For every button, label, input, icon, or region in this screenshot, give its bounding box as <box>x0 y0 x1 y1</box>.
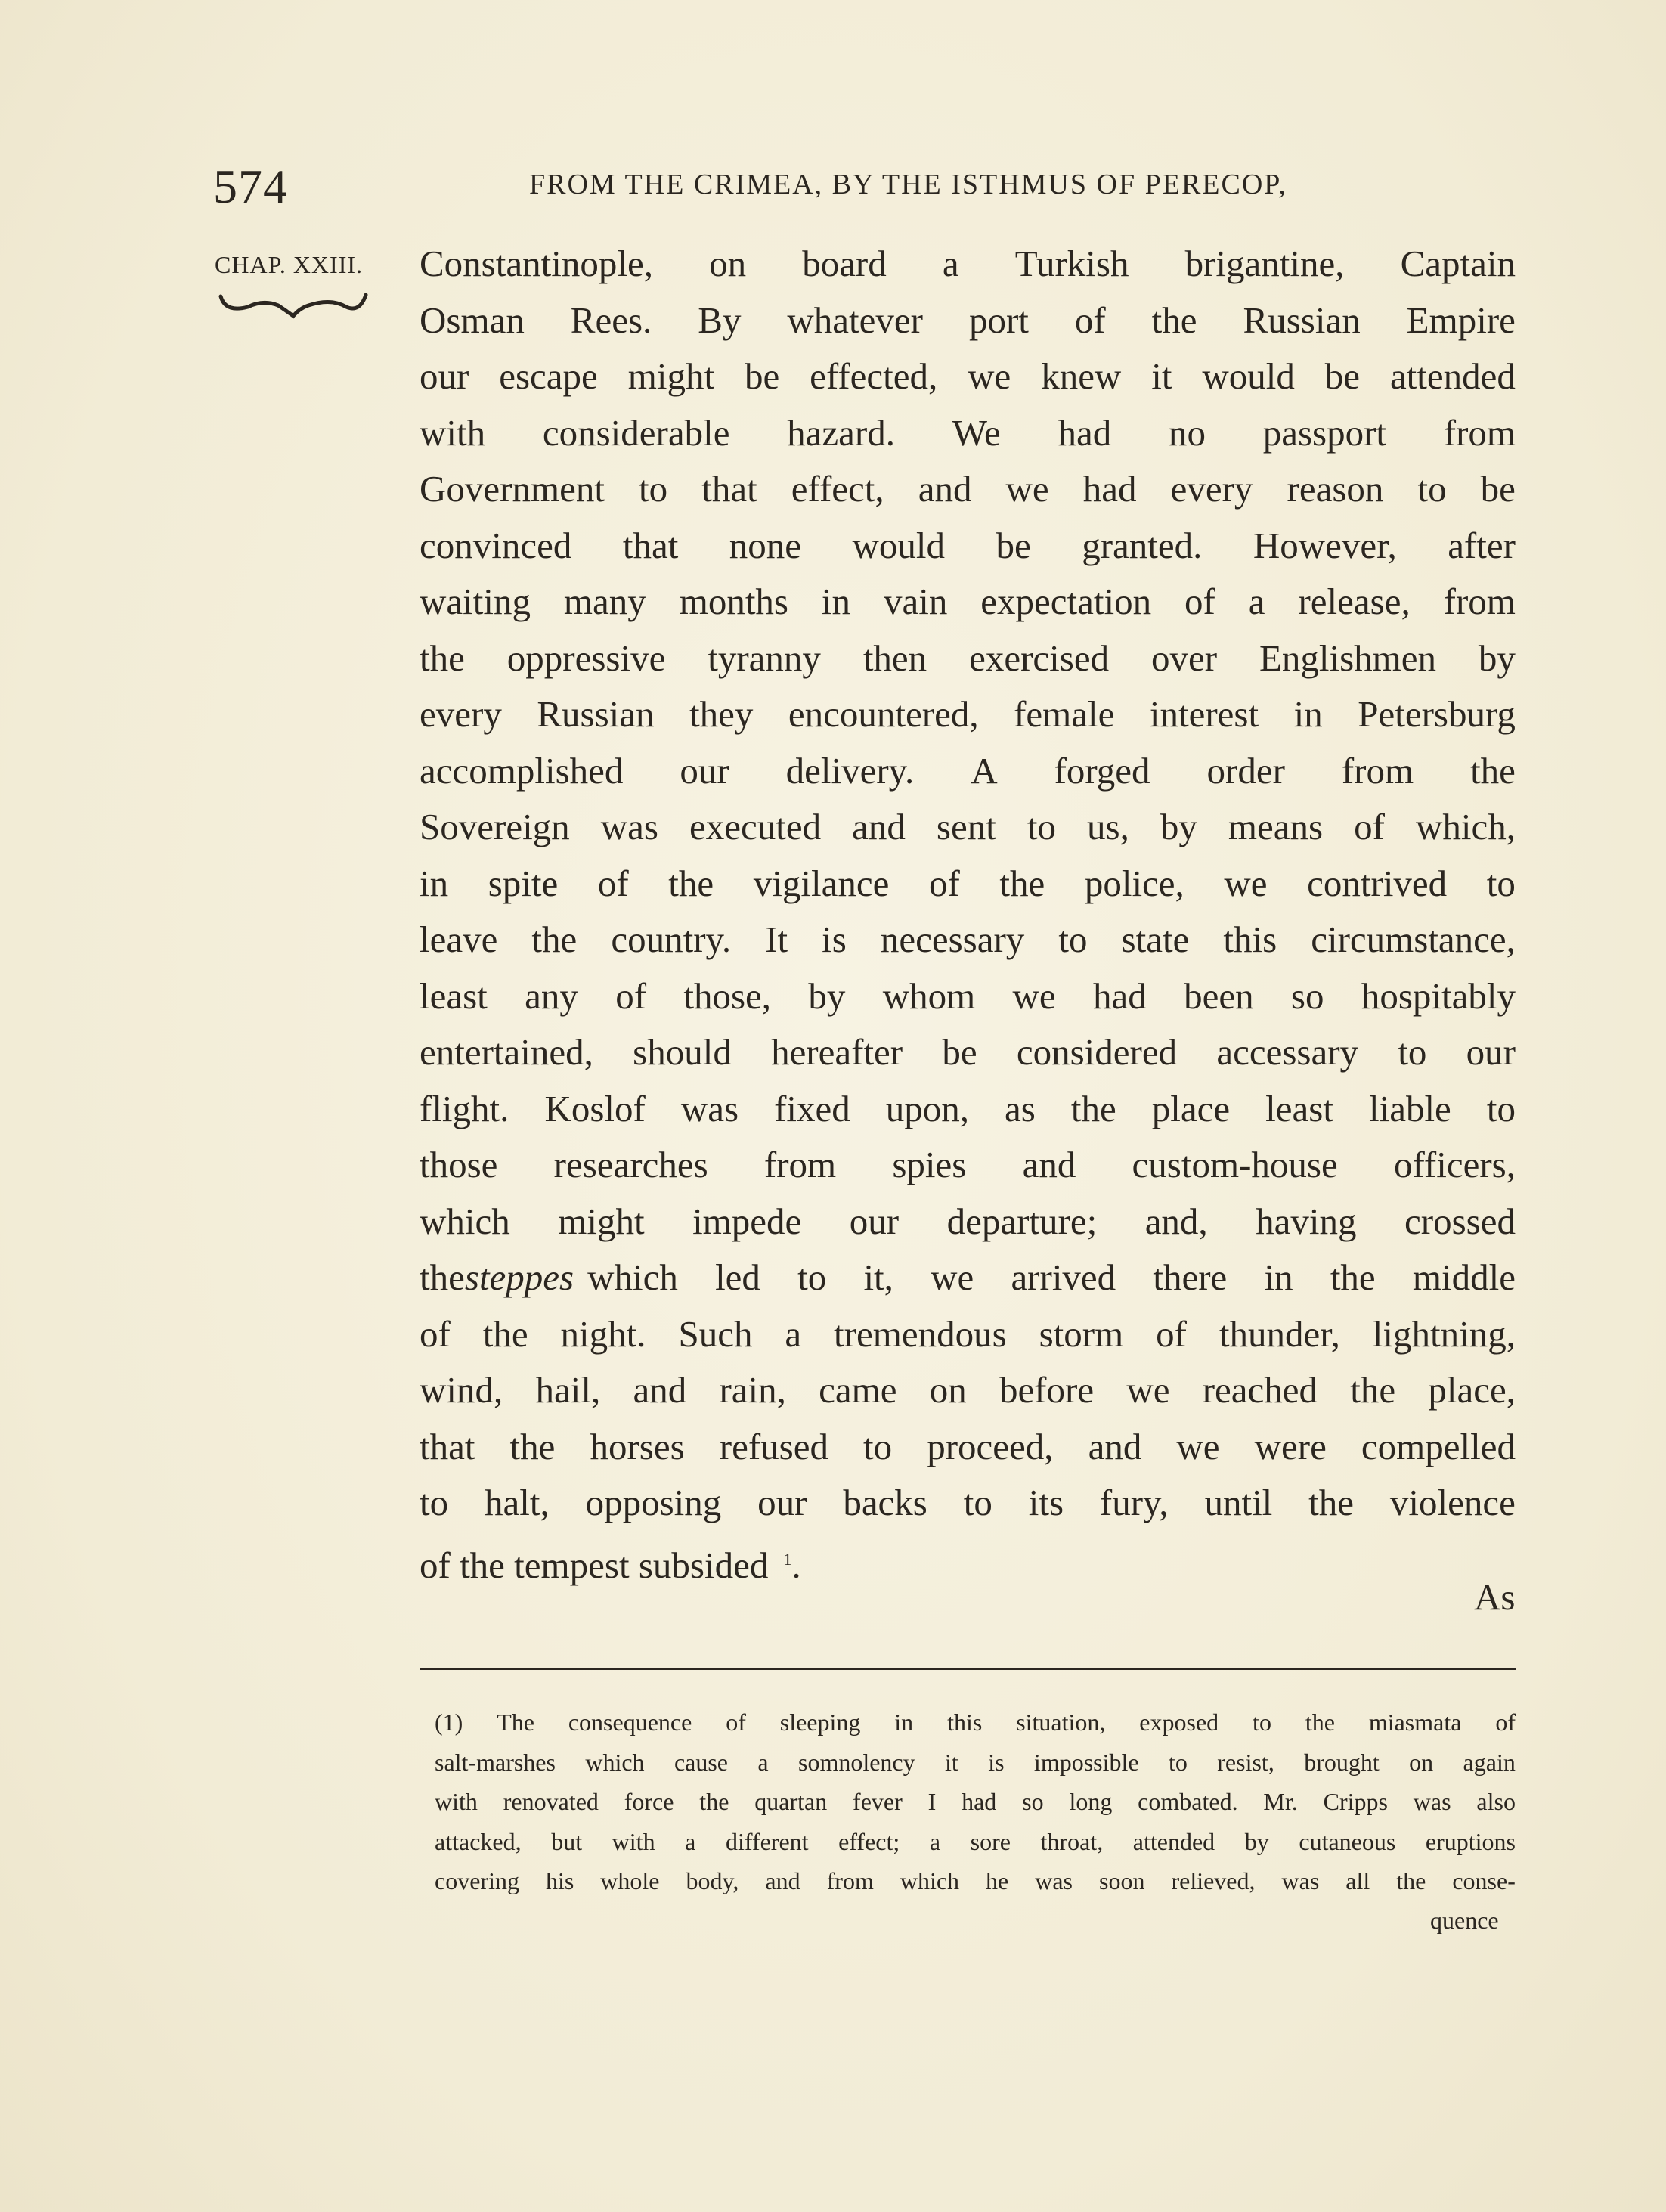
text-line: waiting many months in vain expectation of a release, from <box>420 581 1516 622</box>
text-line: every Russian they encountered, female interest in Petersburg <box>420 693 1516 735</box>
text-line: convinced that none would be granted. However, after <box>420 524 1516 566</box>
text-line: with considerable hazard. We had no passport from <box>420 411 1516 454</box>
text-line: that the horses refused to proceed, and we were compelled <box>420 1425 1516 1467</box>
italic-word-steppes: steppes <box>464 1256 574 1298</box>
footnote-line: (1) The consequence of sleeping in this situation, exposed to the miasmata of <box>435 1709 1516 1736</box>
text-line: leave the country. It is necessary to state this circumstance, <box>420 919 1516 960</box>
footnotes <box>435 1702 1516 1901</box>
text-line: accomplished our delivery. A forged order from the <box>420 749 1516 792</box>
running-head: FROM THE CRIMEA, BY THE ISTHMUS OF PERECOP, <box>529 169 1287 200</box>
text-line: entertained, should hereafter be considered accessary to our <box>420 1031 1516 1073</box>
footnote-line: salt-marshes which cause a somnolency it is impossible to resist, brought on again <box>435 1748 1516 1776</box>
text-line-last <box>420 1532 1516 1588</box>
last-line-text: of the tempest subsided $^1$. <box>420 1544 801 1586</box>
text-line: least any of those, by whom we had been so hospitably <box>420 974 1516 1017</box>
footnote-line: covering his whole body, and from which he was soon relieved, was all the conse- <box>435 1867 1516 1894</box>
catchword: As <box>1474 1576 1516 1618</box>
text-line: Osman Rees. By whatever port of the Russian Empire <box>420 299 1516 341</box>
text-line: wind, hail, and rain, came on before we reached the place, <box>420 1369 1516 1411</box>
text-line: Government to that effect, and we had every reason to be <box>420 468 1516 510</box>
flourish-ornament <box>218 290 369 321</box>
text-line: which might impede our departure; and, having crossed <box>420 1200 1516 1242</box>
footnote-reference: 1 <box>783 1549 792 1569</box>
text-line: to halt, opposing our backs to its fury, until the violence <box>420 1482 1516 1523</box>
text-line: those researches from spies and custom-house officers, <box>420 1144 1516 1185</box>
text-line: Sovereign was executed and sent to us, by means of which, <box>420 806 1516 847</box>
chapter-mark: CHAP. XXIII. <box>215 251 363 278</box>
text-line: of the night. Such a tremendous storm of thunder, lightning, <box>420 1312 1516 1355</box>
text-line-steppes <box>420 1250 1516 1306</box>
text-line: Constantinople, on board a Turkish brigantine, Captain <box>420 243 1516 284</box>
line-remainder: which led to it, we arrived there in the middle <box>587 1256 1516 1298</box>
page-number: 574 <box>213 160 288 213</box>
body-text <box>420 236 1516 1588</box>
text-line: flight. Koslof was fixed upon, as the place least liable to <box>420 1087 1516 1129</box>
word-the: the <box>420 1256 465 1298</box>
footnote-line: with renovated force the quartan fever I had so long combated. Mr. Cripps was also <box>435 1788 1516 1815</box>
footnote-line: attacked, but with a different effect; a sore throat, attended by cutaneous eruptions <box>435 1827 1516 1855</box>
text-line: our escape might be effected, we knew it would be attended <box>420 355 1516 397</box>
text-line: in spite of the vigilance of the police, we contrived to <box>420 862 1516 904</box>
footnote-catchword: quence <box>1430 1907 1499 1934</box>
text-line: the oppressive tyranny then exercised over Englishmen by <box>420 637 1516 679</box>
footnote-rule <box>420 1668 1516 1670</box>
